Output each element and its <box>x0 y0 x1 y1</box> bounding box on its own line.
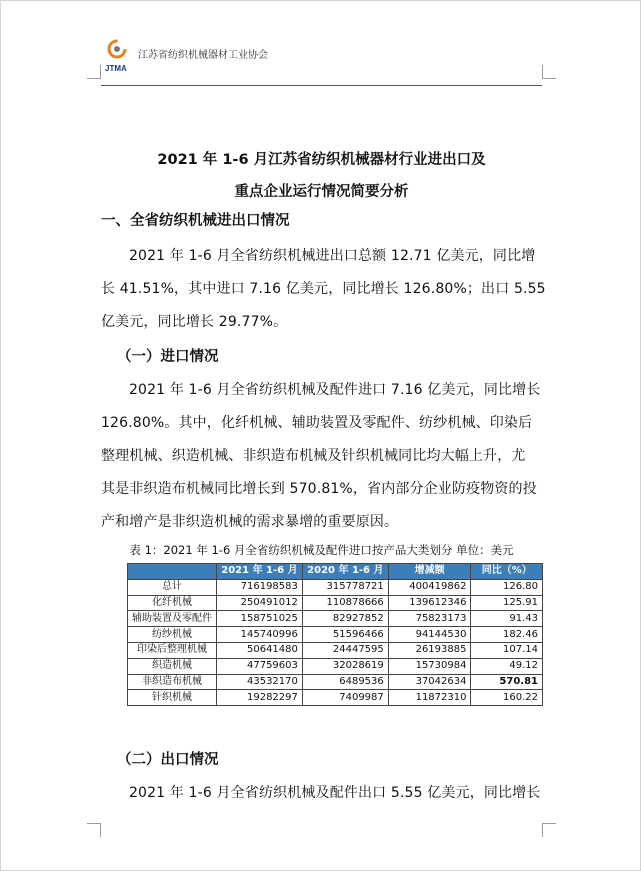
table-cell: 37042634 <box>388 674 471 690</box>
paragraph-3-line: 2021 年 1-6 月全省纺织机械及配件出口 5.55 亿美元，同比增长 <box>129 785 541 801</box>
paragraph-2-line: 2021 年 1-6 月全省纺织机械及配件进口 7.16 亿美元，同比增长 <box>129 382 541 398</box>
table-header-cell: 2020 年 1-6 月 <box>302 564 388 580</box>
table-row <box>128 627 543 643</box>
table-cell: 182.46 <box>471 627 543 643</box>
table-cell: 50641480 <box>217 642 303 658</box>
paragraph-1-line: 2021 年 1-6 月全省纺织机械进出口总额 12.71 亿美元，同比增 <box>129 248 536 264</box>
table-cell-category: 织造机械 <box>128 658 217 674</box>
table-cell: 145740996 <box>217 627 303 643</box>
subsection-heading-import: （一）进口情况 <box>117 349 219 365</box>
table-cell: 24447595 <box>302 642 388 658</box>
document-title-line-1: 2021 年 1-6 月江苏省纺织机械器材行业进出口及 <box>157 152 486 168</box>
subsection-heading-export: （二）出口情况 <box>117 752 219 768</box>
crop-mark-top-left <box>87 65 101 79</box>
table-caption: 表 1：2021 年 1-6 月全省纺织机械及配件进口按产品大类划分 单位：美元 <box>129 543 514 557</box>
paragraph-1-line: 亿美元，同比增长 29.77%。 <box>101 314 288 330</box>
table-cell-category: 辅助装置及零配件 <box>128 611 217 627</box>
table-cell-highlight: 570.81 <box>471 674 543 690</box>
table-cell: 19282297 <box>217 690 303 706</box>
table-row <box>128 642 543 658</box>
table-row <box>128 579 543 595</box>
table-cell-category: 针织机械 <box>128 690 217 706</box>
table-cell-category: 纺纱机械 <box>128 627 217 643</box>
table-cell: 26193885 <box>388 642 471 658</box>
table-cell: 125.91 <box>471 595 543 611</box>
table-cell: 94144530 <box>388 627 471 643</box>
table-header-cell: 同比（%） <box>471 564 543 580</box>
table-row <box>128 611 543 627</box>
table-row <box>128 674 543 690</box>
crop-mark-bottom-left <box>87 823 101 837</box>
table-cell: 11872310 <box>388 690 471 706</box>
table-cell: 75823173 <box>388 611 471 627</box>
logo-text: JTMA <box>105 64 127 73</box>
table-row <box>128 595 543 611</box>
table-header-cell: 2021 年 1-6 月 <box>217 564 303 580</box>
table-cell: 7409987 <box>302 690 388 706</box>
crop-mark-bottom-right <box>542 823 556 837</box>
table-cell-category: 非织造布机械 <box>128 674 217 690</box>
table-cell-category: 总计 <box>128 579 217 595</box>
paragraph-2-line: 126.80%。其中，化纤机械、辅助装置及零配件、纺纱机械、印染后 <box>101 415 533 431</box>
table-header-cell: 增减额 <box>388 564 471 580</box>
document-title-line-2: 重点企业运行情况简要分析 <box>234 184 409 200</box>
table-cell: 43532170 <box>217 674 303 690</box>
crop-mark-top-right <box>542 65 556 79</box>
table-cell: 47759603 <box>217 658 303 674</box>
header-rule <box>101 85 542 86</box>
paragraph-2-line: 产和增产是非织造机械的需求暴增的重要原因。 <box>101 514 399 530</box>
table-cell-category: 印染后整理机械 <box>128 642 217 658</box>
paragraph-2-line: 整理机械、织造机械、非织造布机械及针织机械同比均大幅上升，尤 <box>101 448 526 464</box>
table-cell: 51596466 <box>302 627 388 643</box>
import-table <box>127 563 543 706</box>
table-cell: 126.80 <box>471 579 543 595</box>
table-row <box>128 658 543 674</box>
table-cell: 158751025 <box>217 611 303 627</box>
table-cell: 107.14 <box>471 642 543 658</box>
table-cell: 139612346 <box>388 595 471 611</box>
paragraph-1-line: 长 41.51%，其中进口 7.16 亿美元，同比增长 126.80%；出口 5.55 <box>101 281 546 297</box>
table-cell: 716198583 <box>217 579 303 595</box>
table-cell: 110878666 <box>302 595 388 611</box>
jtma-logo <box>104 38 130 74</box>
organization-name: 江苏省纺织机械器材工业协会 <box>138 50 268 61</box>
table-cell-category: 化纤机械 <box>128 595 217 611</box>
table-cell: 315778721 <box>302 579 388 595</box>
section-heading-1: 一、全省纺织机械进出口情况 <box>101 213 290 229</box>
table-cell: 32028619 <box>302 658 388 674</box>
table-cell: 250491012 <box>217 595 303 611</box>
table-cell: 91.43 <box>471 611 543 627</box>
table-cell: 82927852 <box>302 611 388 627</box>
table-cell: 160.22 <box>471 690 543 706</box>
table-cell: 49.12 <box>471 658 543 674</box>
table-cell: 6489536 <box>302 674 388 690</box>
table-header-cell <box>128 564 217 580</box>
table-cell: 400419862 <box>388 579 471 595</box>
table-header-row <box>128 564 543 580</box>
table-cell: 15730984 <box>388 658 471 674</box>
table-row <box>128 690 543 706</box>
paragraph-2-line: 其是非织造布机械同比增长到 570.81%，省内部分企业防疫物资的投 <box>101 481 537 497</box>
